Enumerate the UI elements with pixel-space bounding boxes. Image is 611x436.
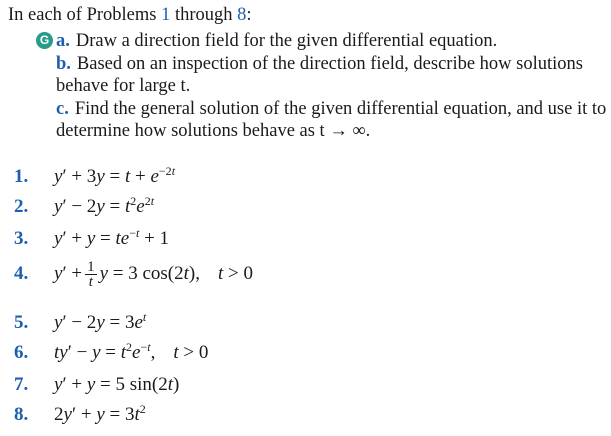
problem-6 bbox=[14, 342, 208, 364]
problem-equation: y′ + $\frac{1}{t}$ y = 3 cos(2t), t > 0 bbox=[54, 259, 253, 290]
problem-equation: $y' + 3y = t + e^{-2t}$ bbox=[54, 164, 176, 187]
part-c-text: Find the general solution of the given differential equation, and use it to determine how solutions behave as t → ∞. bbox=[56, 98, 607, 141]
problem-number: 1. bbox=[14, 166, 29, 187]
problem-equation: $ty' - y = t^2e^{-t}$, t > 0 bbox=[54, 340, 209, 363]
problem-5 bbox=[14, 312, 146, 334]
problem-1 bbox=[14, 166, 175, 188]
problem-number: 8. bbox=[14, 404, 29, 425]
problem-equation: $y' + y = te^{-t} + 1$ bbox=[54, 226, 170, 249]
instructions-line bbox=[8, 4, 252, 26]
graphing-g-icon: G bbox=[36, 32, 53, 49]
part-c bbox=[56, 98, 608, 143]
problem-number: 4. bbox=[14, 262, 29, 284]
problem-equation: y′ + y = 5 sin(2t) bbox=[54, 374, 180, 395]
problem-number: 2. bbox=[14, 196, 29, 217]
problem-1-link[interactable]: 1 bbox=[161, 5, 171, 25]
intro-prefix: In each of Problems bbox=[8, 5, 162, 25]
problem-number: 6. bbox=[14, 342, 29, 363]
problem-equation: $y' - 2y = t^2e^{2t}$ bbox=[54, 194, 155, 217]
problem-7 bbox=[14, 374, 179, 396]
part-b bbox=[56, 53, 608, 98]
part-b-label: b. bbox=[56, 53, 71, 74]
part-b-text: Based on an inspection of the direction field, describe how solutions behave for large t. bbox=[56, 53, 583, 96]
intro-suffix: : bbox=[246, 5, 252, 25]
problem-equation: $2y' + y = 3t^2$ bbox=[54, 402, 146, 425]
problem-2 bbox=[14, 196, 154, 218]
problem-number: 3. bbox=[14, 228, 29, 249]
part-a-label: a. bbox=[56, 31, 70, 51]
part-a bbox=[39, 30, 608, 53]
task-parts bbox=[39, 30, 608, 143]
problem-8 bbox=[14, 404, 146, 426]
problem-number: 5. bbox=[14, 312, 29, 333]
problem-number: 7. bbox=[14, 374, 29, 395]
problem-8-link[interactable]: 8 bbox=[237, 5, 247, 25]
part-c-label: c. bbox=[56, 98, 69, 119]
problem-3 bbox=[14, 228, 169, 250]
problem-4 bbox=[14, 260, 253, 289]
problem-equation: $y' - 2y = 3e^t$ bbox=[54, 310, 147, 333]
part-a-text: Draw a direction field for the given differential equation. bbox=[75, 31, 498, 51]
intro-middle: through bbox=[170, 5, 238, 25]
